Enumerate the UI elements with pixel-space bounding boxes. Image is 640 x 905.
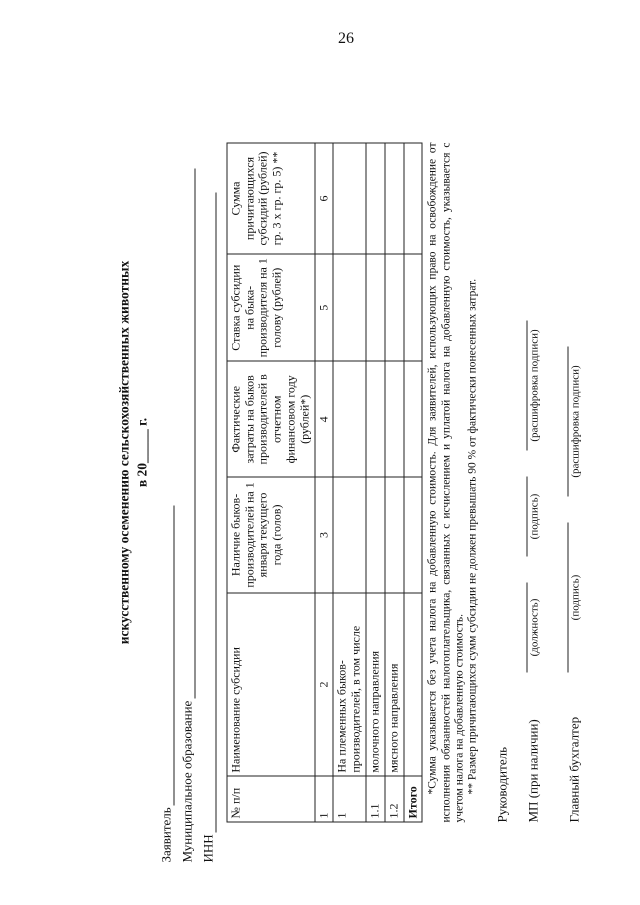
row-number: 1.1 <box>366 776 385 822</box>
inn-label: ИНН <box>200 834 216 863</box>
empty-cell <box>366 477 385 593</box>
col-num-1: 1 <box>315 776 334 822</box>
accountant-decoding-line <box>555 347 568 497</box>
row-number: 1.2 <box>385 776 404 822</box>
empty-cell <box>366 361 385 477</box>
rotated-form <box>113 43 582 863</box>
col-num-6: 6 <box>315 143 334 254</box>
empty-cell <box>404 361 423 477</box>
footnote-limit: ** Размер причитающихся сумм субсидии не должен превышать 90 % от фактически понесенных затрат. <box>466 278 479 795</box>
head-signature-slot <box>515 477 542 557</box>
subsidy-table <box>226 143 423 823</box>
municipality-line <box>180 43 195 863</box>
accountant-decoding-slot <box>555 347 582 497</box>
accountant-signature-line <box>555 523 568 673</box>
empty-cell <box>366 143 385 254</box>
row-number: 1 <box>333 776 366 822</box>
header-actual-costs: Фактические затраты на быков производителей в отчетном финансовом году (рублей*) <box>227 361 315 477</box>
header-name: Наименование субсидии <box>227 593 315 776</box>
accountant-label: Главный бухгалтер <box>566 716 582 823</box>
table-row <box>385 143 404 822</box>
footnote-vat: *Сумма указывается без учета налога на добавленную стоимость. Для заявителей, использующих право на освобождение от исполнения обязанностей налогоплательщика, связанных с исчислением и уплатой налога на добавленную стоимость, указывается с учетом налога на добавленную стоимость. <box>426 142 466 823</box>
col-num-4: 4 <box>315 361 334 477</box>
col-num-5: 5 <box>315 254 334 361</box>
table-row <box>333 143 366 822</box>
applicant-blank <box>160 505 174 805</box>
head-decoding-slot <box>515 321 542 451</box>
empty-cell <box>404 254 423 361</box>
empty-cell <box>385 477 404 593</box>
header-sum: Сумма причитающихся субсидий (рублей) гр. 3 х гр. гр. 5) ** <box>227 143 315 254</box>
header-number: № п/п <box>227 776 315 822</box>
row-name: мясного направления <box>385 593 404 776</box>
accountant-decoding-caption: (расшифровка подписи) <box>569 365 582 478</box>
applicant-label: Заявитель <box>158 807 174 863</box>
empty-cell <box>385 361 404 477</box>
table-header-row <box>227 143 315 822</box>
position-slot <box>515 583 542 673</box>
header-rate: Ставка субсидии на быка-производителя на 1 голову (рублей) <box>227 254 315 361</box>
accountant-signature-slot <box>555 523 582 673</box>
head-decoding-caption: (расшифровка подписи) <box>528 329 541 442</box>
total-label: Итого <box>404 776 423 822</box>
empty-cell <box>333 254 366 361</box>
municipality-label: Муниципальное образование <box>179 700 195 863</box>
form-title: искусственному осеменению сельскохозяйственных животных <box>116 260 132 645</box>
empty-cell <box>333 477 366 593</box>
row-name: молочного направления <box>366 593 385 776</box>
empty-cell <box>366 254 385 361</box>
head-signature-caption: (подпись) <box>528 493 541 540</box>
empty-cell <box>333 361 366 477</box>
empty-cell <box>333 143 366 254</box>
accountant-signature-caption: (подпись) <box>569 574 582 621</box>
accountant-signature-row <box>555 143 582 823</box>
table-row <box>366 143 385 822</box>
seal-label: МП (при наличии) <box>525 719 541 823</box>
signature-block <box>496 143 582 823</box>
applicant-line <box>160 43 175 863</box>
col-num-3: 3 <box>315 477 334 593</box>
municipality-blank <box>181 169 195 699</box>
empty-cell <box>404 143 423 254</box>
page-number: 26 <box>338 30 354 47</box>
total-row <box>404 143 423 822</box>
position-caption: (должность) <box>528 598 541 657</box>
empty-cell <box>404 593 423 776</box>
column-number-row <box>315 143 334 822</box>
col-num-2: 2 <box>315 593 334 776</box>
empty-cell <box>385 254 404 361</box>
head-signature-row <box>515 143 542 823</box>
form-subtitle: в 20_____ г. <box>134 417 150 488</box>
empty-cell <box>385 143 404 254</box>
inn-line <box>201 43 216 863</box>
header-bulls-count: Наличие быков-производителей на 1 января текущего года (голов) <box>227 477 315 593</box>
head-signature-line <box>515 477 528 557</box>
footnotes <box>427 143 480 823</box>
empty-cell <box>404 477 423 593</box>
position-line <box>515 583 528 673</box>
head-label: Руководитель <box>494 747 510 823</box>
head-decoding-line <box>515 321 528 451</box>
inn-blank <box>202 192 216 832</box>
row-name: На племенных быков-производителей, в том числе <box>333 593 366 776</box>
